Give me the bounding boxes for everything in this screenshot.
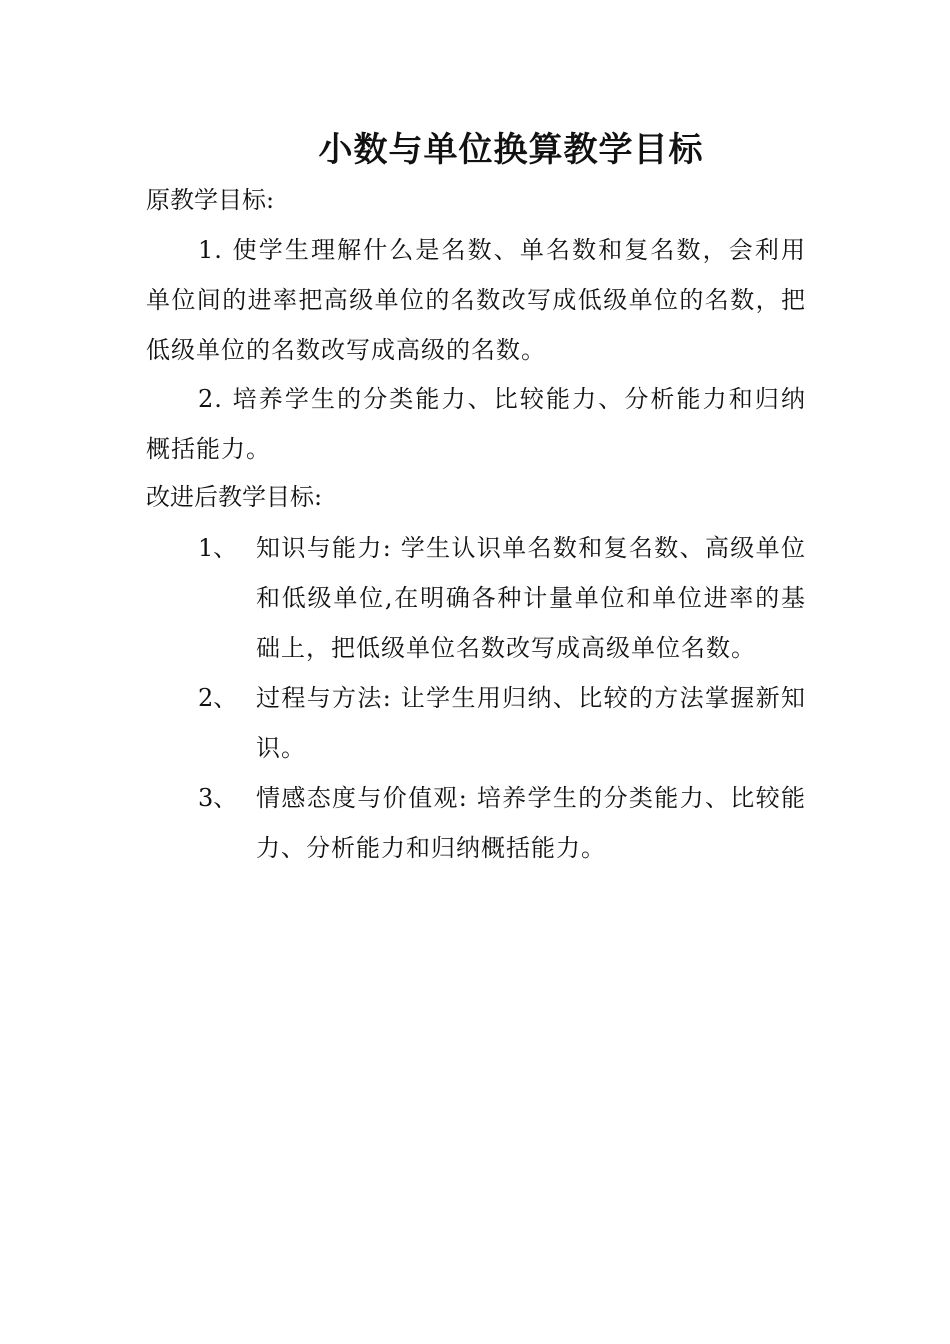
original-goal-2: 2. 培养学生的分类能力、比较能力、分析能力和归纳概括能力。 xyxy=(146,385,806,463)
improved-goal-1-number: 1、 xyxy=(198,534,238,562)
page-title: 小数与单位换算教学目标 xyxy=(318,130,704,170)
original-goals-heading: 原教学目标: xyxy=(146,186,275,214)
original-goal-1: 1. 使学生理解什么是名数、单名数和复名数，会利用单位间的进率把高级单位的名数改写成低级单位的名数，把低级单位的名数改写成高级的名数。 xyxy=(146,236,806,364)
improved-goal-3-number: 3、 xyxy=(198,784,238,812)
improved-goals-heading: 改进后教学目标: xyxy=(146,483,323,511)
improved-goal-2-text: 过程与方法: 让学生用归纳、比较的方法掌握新知识。 xyxy=(256,684,806,762)
improved-goal-1-text: 知识与能力: 学生认识单名数和复名数、高级单位和低级单位,在明确各种计量单位和单位进率的基础上，把低级单位名数改写成高级单位名数。 xyxy=(256,534,806,662)
improved-goal-3-text: 情感态度与价值观: 培养学生的分类能力、比较能力、分析能力和归纳概括能力。 xyxy=(256,784,806,862)
improved-goal-3 xyxy=(146,773,806,873)
improved-goal-2-number: 2、 xyxy=(198,684,238,712)
improved-goal-2 xyxy=(146,673,806,773)
improved-goal-1 xyxy=(146,523,806,673)
